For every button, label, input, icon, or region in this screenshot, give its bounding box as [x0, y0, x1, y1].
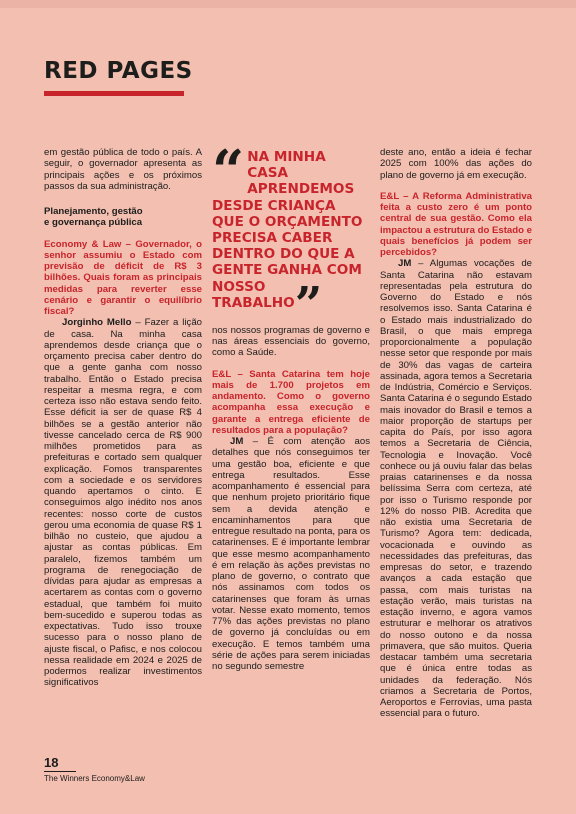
- speaker-initials: JM: [230, 436, 244, 448]
- publication-name: The Winners Economy&Law: [44, 774, 145, 783]
- section-title: RED PAGES: [44, 58, 193, 84]
- answer-1: [44, 317, 202, 688]
- subheading-line-2: e governança pública: [44, 217, 143, 229]
- pull-quote-text: NA MINHA CASA APRENDEMOS DESDE CRIANÇA QUE O ORÇAMENTO PRECISA CABER DENTRO DO QUE A GENTE GANHA COM NOSSO TRABALHO: [212, 149, 363, 311]
- open-quote-icon: “: [212, 138, 245, 204]
- pull-quote: [212, 138, 370, 333]
- speaker-initials: JM: [398, 258, 412, 270]
- answer-2-text: – É com atenção aos detalhes que nós conseguimos ter uma gestão boa, eficiente e que entrega resultados. Esse acompanhamento é essencial para que nenhum projeto prioritário fique sem a devida atenção e encaminhamentos para que entregue resultado na ponta, para os catarinenses. E é importante lembrar que esse mesmo acompanhamento é em relação às ações previstas no plano de governo, o contrato que nós assinamos com todos os catarinenses que foram às urnas votar. Nesse exato momento, temos 77% das ações previstas no plano de governo já concluídas ou em execução. E temos também uma série de ações para serem iniciadas no segundo semestre: [212, 436, 370, 673]
- column-3: [380, 147, 532, 720]
- footer-rule: [44, 771, 76, 772]
- column-1: [44, 147, 202, 689]
- answer-3: [380, 258, 532, 719]
- answer-1-text: – Fazer a lição de casa. Na minha casa aprendemos desde criança que o orçamento precisa caber dentro do que a gente ganha com nosso trabalho. Então o Estado precisa respeitar a mesma regra, e com certeza isso não estava sendo feito. Esse déficit ia ser de quase R$ 4 bilhões se a gestão anterior não tivesse cancelado cerca de R$ 900 milhões prometidos para as prefeituras e cortado sem qualquer explicação. Fomos transparentes com a sociedade e os servidores quando apertamos o cinto. E conseguimos algo inédito nos anos recentes: nosso corte de custos gerou uma economia de quase R$ 1 bilhão no custeio, que ajudou a ajustar as contas públicas. Em paralelo, fizemos também um programa de renegociação de dívidas para ajudar as empresas a acertarem as contas com o governo estadual, que também foi muito bem-sucedido e superou todas as expectativas. Tudo isso trouxe sucesso para o nosso plano de ajuste fiscal, o Pafisc, e nos colocou nessa realidade em 2024 e 2025 de podermos realizar investimentos significativos: [44, 317, 202, 689]
- intro-paragraph: em gestão pública de todo o país. A seguir, o governador apresenta as principais ações e os próximos passos da sua administração.: [44, 147, 202, 192]
- page-number: 18: [44, 755, 59, 770]
- section-rule: [44, 91, 184, 96]
- column-2: [212, 138, 370, 673]
- continuation-paragraph: nos nossos programas de governo e nas áreas essenciais do governo, como a Saúde.: [212, 324, 370, 359]
- section-header: [44, 58, 193, 84]
- top-bar: [0, 0, 576, 8]
- subheading: [44, 206, 202, 229]
- subheading-line-1: Planejamento, gestão: [44, 206, 143, 217]
- question-3: E&L – A Reforma Administrativa feita a custo zero é um ponto central de sua gestão. Como ela impactou a estrutura do Estado e quais benefícios já podem ser percebidos?: [380, 190, 532, 258]
- speaker-name: Jorginho Mello: [62, 317, 132, 329]
- question-2: E&L – Santa Catarina tem hoje mais de 1.700 projetos em andamento. Como o governo acompanha essa execução e garante a entrega eficiente de resultados para a população?: [212, 368, 370, 436]
- close-quote-icon: ”: [294, 276, 323, 333]
- answer-2: [212, 436, 370, 672]
- continuation-paragraph: deste ano, então a ideia é fechar 2025 com 100% das ações do plano de governo já em execução.: [380, 147, 532, 181]
- question-1: Economy & Law – Governador, o senhor assumiu o Estado com previsão de déficit de R$ 3 bilhões. Quais foram as principais medidas para reverter esse cenário e garantir o equilíbrio fiscal?: [44, 238, 202, 317]
- answer-3-text: – Algumas vocações de Santa Catarina não estavam representadas pela estrutura do Governo do Estado e nós resolvemos isso. Santa Catarina é o Estado mais industrializado do Brasil, o que mais emprega proporcionalmente a população nesse setor que responde por mais de 30% das vagas de carteira assinada, agora temos a Secretaria de Indústria, Comércio e Serviços. Santa Catarina é o segundo Estado mais inovador do Brasil e temos a maior proporção de startups per capita do País, por isso agora temos a Secretaria de Ciência, Tecnologia e Inovação. Você conhece ou já ouviu falar das belas praias catarinenses e da nossa belíssima Serra com certeza, até por isso o Turismo responde por 12% do nosso PIB. Acredita que não existia uma Secretaria de Turismo? Agora tem: dedicada, vocacionada e ouvindo as necessidades das prefeituras, das empresas do setor, e trazendo avanços a cada estação que passa, com mais turistas na estação verão, mais turistas na estação inverno, e agora vamos estruturar e melhorar os atrativos do nosso outono e da nossa primavera, que são muitos. Queria destacar também uma secretaria que é única entre todas as unidades da federação. Nós criamos a Secretaria de Portos, Aeroportos e Ferrovias, uma pasta essencial para o futuro.: [380, 258, 533, 720]
